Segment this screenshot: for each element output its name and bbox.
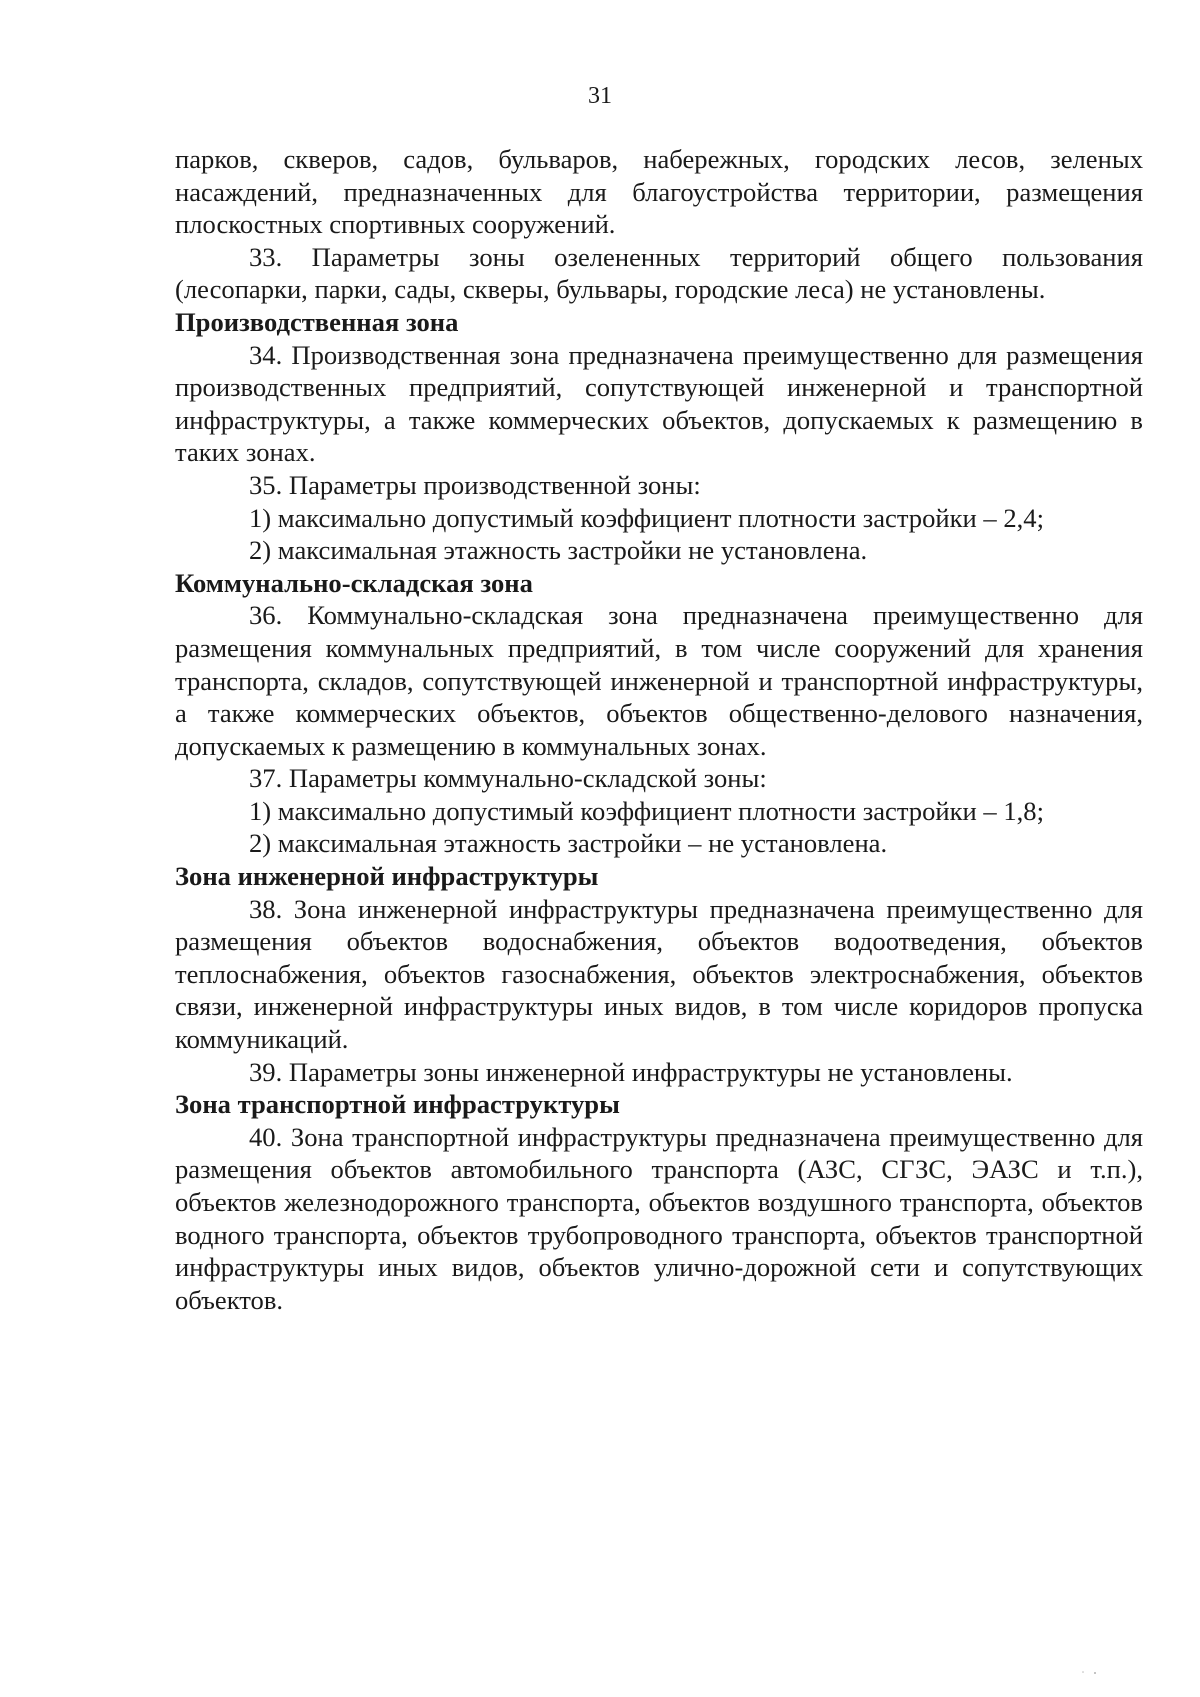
- heading-transport-infrastructure-zone: Зона транспортной инфраструктуры: [175, 1089, 620, 1120]
- paragraph-37-item-2: 2) максимальная этажность застройки – не установлена.: [249, 828, 888, 859]
- heading-production-zone: Производственная зона: [175, 306, 459, 337]
- paragraph-37: 37. Параметры коммунально-складской зоны:: [249, 763, 767, 794]
- paragraph-39: 39. Параметры зоны инженерной инфраструктуры не установлены.: [249, 1056, 1013, 1087]
- scan-specks: [1080, 1668, 1100, 1676]
- paragraph-35-item-1: 1) максимально допустимый коэффициент плотности застройки – 2,4;: [249, 502, 1044, 533]
- page-number: 31: [588, 83, 612, 109]
- paragraph-35: 35. Параметры производственной зоны:: [249, 469, 701, 500]
- paragraph-38: 38. Зона инженерной инфраструктуры предназначена преимущественно для размещения объектов водоснабжения, объектов водоотведения, объектов теплоснабжения, объектов газоснабжения, объектов электроснабжения, объектов связи, инженерной инфраструктуры иных видов, в том числе коридоров пропуска коммуникаций.: [175, 893, 1143, 1055]
- document-body: [175, 143, 1143, 1316]
- paragraph-34: 34. Производственная зона предназначена преимущественно для размещения производственных предприятий, сопутствующей инженерной и транспортной инфраструктуры, а также коммерческих объектов, допускаемых к размещению в таких зонах.: [175, 339, 1143, 468]
- paragraph-continuation: парков, скверов, садов, бульваров, набережных, городских лесов, зеленых насаждений, предназначенных для благоустройства территории, размещения плоскостных спортивных сооружений.: [175, 144, 1143, 240]
- paragraph-40: 40. Зона транспортной инфраструктуры предназначена преимущественно для размещения объектов автомобильного транспорта (АЗС, СГЗС, ЭАЗС и т.п.), объектов железнодорожного транспорта, объектов воздушного транспорта, объектов водного транспорта, объектов трубопроводного транспорта, объектов транспортной инфраструктуры иных видов, объектов улично-дорожной сети и сопутствующих объектов.: [175, 1121, 1143, 1315]
- heading-communal-warehouse-zone: Коммунально-складская зона: [175, 567, 533, 598]
- paragraph-35-item-2: 2) максимальная этажность застройки не установлена.: [249, 535, 868, 566]
- paragraph-33: 33. Параметры зоны озелененных территорий общего пользования (лесопарки, парки, сады, скверы, бульвары, городские леса) не установлены.: [175, 241, 1143, 305]
- paragraph-36: 36. Коммунально-складская зона предназначена преимущественно для размещения коммунальных предприятий, в том числе сооружений для хранения транспорта, складов, сопутствующей инженерной и транспортной инфраструктуры, а также коммерческих объектов, объектов общественно-делового назначения, допускаемых к размещению в коммунальных зонах.: [175, 600, 1143, 761]
- heading-engineering-infrastructure-zone: Зона инженерной инфраструктуры: [175, 861, 599, 892]
- paragraph-37-item-1: 1) максимально допустимый коэффициент плотности застройки – 1,8;: [249, 795, 1044, 826]
